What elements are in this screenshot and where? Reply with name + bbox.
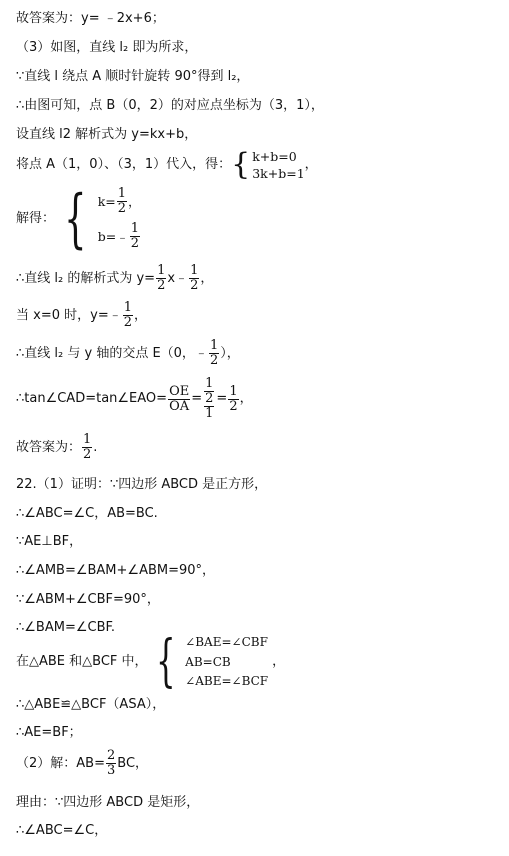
equation-1: k+b=0: [252, 149, 297, 164]
x-zero-line: 当 x=0 时，y=﹣ $\frac{1}{2}$ ，: [16, 300, 148, 330]
fraction: $\frac{1}{2}$: [117, 186, 127, 216]
solution-system: [55, 182, 141, 256]
condition-3: ∠ABE=∠BCF: [185, 674, 269, 688]
fraction: $\frac{1}{2}$: [130, 221, 139, 251]
complement-line: ∵∠ABM+∠CBF=90°，: [16, 592, 160, 607]
fraction: $\frac{1}{2}$: [190, 263, 199, 293]
solve-label: 解得：: [16, 211, 56, 226]
substitution-text: 将点 A（1，0）、（3，1）代入，得：: [16, 157, 232, 172]
fraction: $\frac{1}{2}$: [123, 300, 132, 330]
nested-fraction: 1 2 1: [205, 376, 214, 421]
perpendicular-line: ∵AE⊥BF，: [16, 534, 83, 549]
substitution-line: 将点 A（1，0）、（3，1）代入，得： { k+b=0 3k+b=1 ，: [16, 147, 318, 182]
fraction: $\frac{2}{3}$: [106, 748, 116, 778]
point-correspondence: ∴由图可知，点 B（0，2）的对应点坐标为（3，1），: [16, 98, 324, 113]
answer-line-2: 故答案为： $\frac{1}{2}$ .: [16, 432, 98, 462]
congruence-conclusion: ∴△ABE≌△BCF（ASA），: [16, 697, 166, 712]
congruence-system: [148, 629, 269, 694]
angle-sum-line: ∴∠AMB=∠BAM+∠ABM=90°，: [16, 563, 216, 578]
angle-equal-line: ∴∠ABC=∠C，AB=BC.: [16, 506, 158, 521]
condition-2: AB=CB: [185, 654, 231, 669]
assume-equation: 设直线 l2 解析式为 y=kx+b，: [16, 127, 198, 142]
left-brace: {: [231, 147, 251, 182]
fraction: $\frac{OE}{OA}$: [169, 383, 190, 414]
intersection-line: ∴直线 l₂ 与 y 轴的交点 E（0，﹣ $\frac{1}{2}$ ），: [16, 338, 240, 368]
condition-1: ∠BAE=∠CBF: [185, 635, 268, 649]
fraction: $\frac{1}{2}$: [83, 432, 92, 462]
reason-line: 理由：∵四边形 ABCD 是矩形，: [16, 795, 200, 810]
angle-conclusion: ∴∠BAM=∠CBF.: [16, 620, 116, 635]
ae-bf-line: ∴AE=BF；: [16, 725, 82, 740]
fraction: $\frac{1}{2}$: [229, 383, 238, 414]
left-brace: {: [64, 182, 87, 256]
triangle-system-line: 在△ABE 和△BCF 中， { ∠BAE=∠CBF AB=CB ∠ABE=∠BCF ，: [16, 629, 286, 694]
final-line: ∴∠ABC=∠C，: [16, 823, 108, 838]
q22-part1: 22.（1）证明：∵四边形 ABCD 是正方形，: [16, 477, 268, 492]
rotation-statement: ∵直线 l 绕点 A 顺时针旋转 90°得到 l₂，: [16, 69, 250, 84]
equation-system: [231, 148, 305, 182]
b-value: b=﹣ $\frac{1}{2}$: [97, 221, 139, 251]
k-value: k= $\frac{1}{2}$ ，: [97, 186, 141, 216]
left-brace: {: [155, 629, 176, 694]
answer-line-1: 故答案为：y= ﹣2x+6；: [16, 11, 165, 26]
part3-intro: （3）如图，直线 l₂ 即为所求，: [16, 40, 198, 55]
solve-line: [16, 182, 141, 256]
tan-line: ∴tan∠CAD=tan∠EAO= $\frac{OE}{OA}$ = 1 2 1 = $\frac{1}{2}$ ，: [16, 376, 253, 421]
fraction: $\frac{1}{2}$: [157, 263, 166, 293]
equation-2: 3k+b=1: [252, 166, 305, 181]
fraction: $\frac{1}{2}$: [209, 338, 219, 368]
line-expression: ∴直线 l₂ 的解析式为 y= $\frac{1}{2}$ x﹣ $\frac{1}{2}$ ，: [16, 263, 214, 293]
part2-line: （2）解：AB= $\frac{2}{3}$ BC，: [16, 748, 149, 778]
